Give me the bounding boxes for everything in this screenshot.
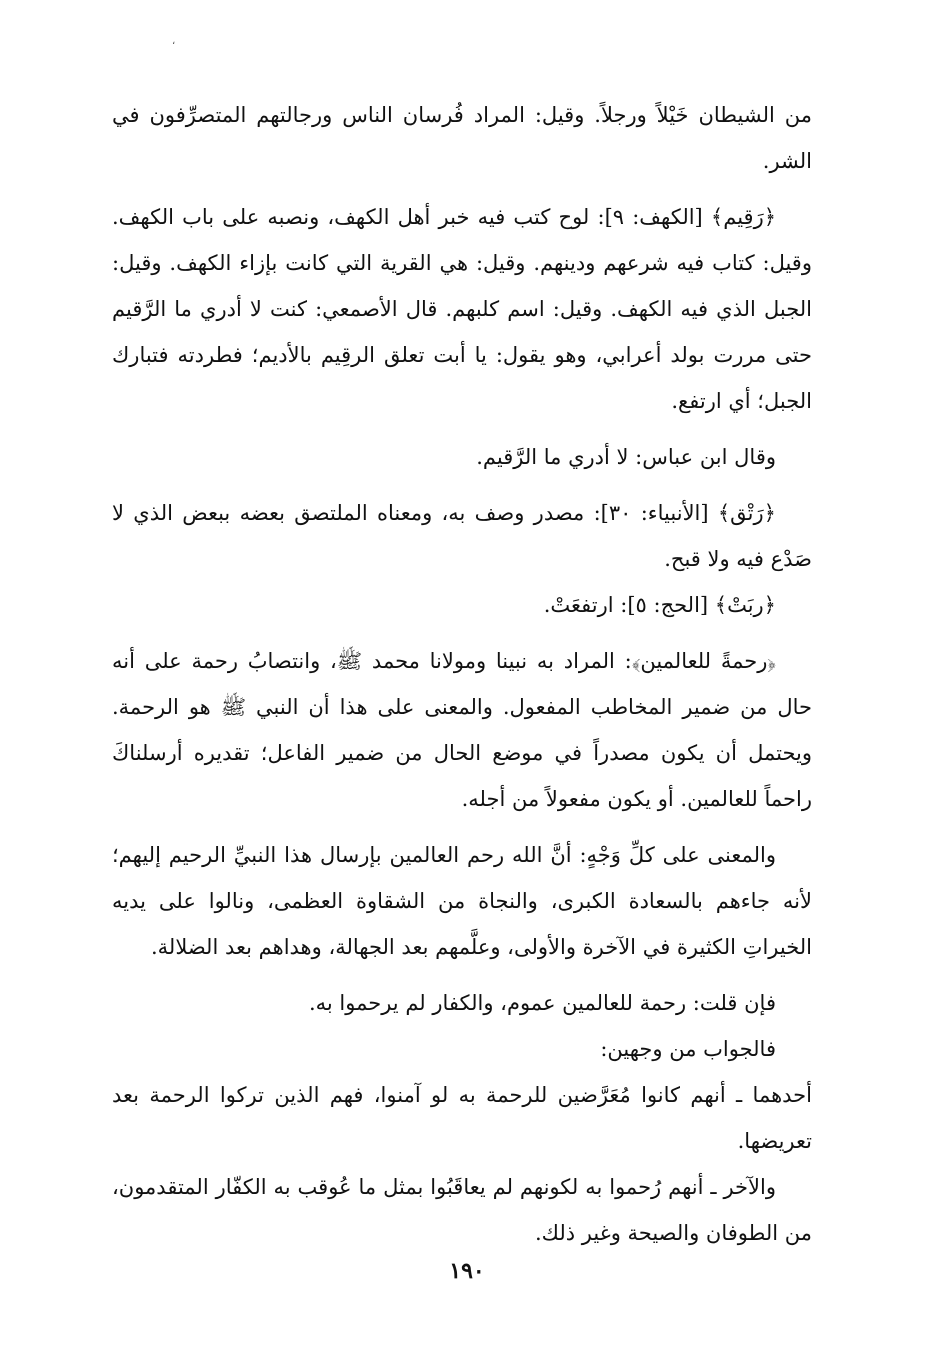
paragraph-ratq: ﴿رَتْق﴾ [الأنبياء: ٣٠]: مصدر وصف به، ومعناه الملتصق بعضه ببعض الذي لا صَدْع فيه ولا قبح.	[112, 501, 812, 571]
paragraph-raqim: ﴿رَقِيم﴾ [الكهف: ٩]: لوح كتب فيه خبر أهل الكهف، ونصبه على باب الكهف. وقيل: كتاب فيه شرعهم ودينهم. وقيل: هي القرية التي كانت بإزاء الكهف. وقيل: الجبل الذي فيه الكهف. وقيل: اسم كلبهم. قال الأصمعي: كنت لا أدري ما الرَّقيم حتى مررت بولد أعرابي، وهو يقول: يا أبت تعلق الرقِيم بالأديم؛ فطردته فتبارك الجبل؛ أي ارتفع.	[112, 205, 812, 413]
page-body	[112, 92, 812, 1256]
page-number: ١٩٠	[449, 1258, 485, 1284]
paragraph-ibn-abbas: وقال ابن عباس: لا أدري ما الرَّقيم.	[476, 445, 776, 469]
corner-mark: ،	[172, 36, 176, 47]
paragraph-answer-second: والآخر ـ أنهم رُحموا به لكونهم لم يعاقَبُوا بمثل ما عُوقب به الكفّار المتقدمون، من الطوفان والصيحة وغير ذلك.	[112, 1175, 812, 1245]
paragraph-meaning: والمعنى على كلِّ وَجْهٍ: أنَّ الله رحم العالمين بإرسال هذا النبيِّ الرحيم إليهم؛ لأنه جاءهم بالسعادة الكبرى، والنجاة من الشقاوة العظمى، ونالوا على يديه الخيراتِ الكثيرة في الآخرة والأولى، وعلَّمهم بعد الجهالة، وهداهم بعد الضلالة.	[112, 843, 812, 959]
paragraph-answer-first: أحدهما ـ أنهم كانوا مُعَرَّضين للرحمة به لو آمنوا، فهم الذين تركوا الرحمة بعد تعريضها.	[112, 1083, 812, 1153]
paragraph-answer-intro: فالجواب من وجهين:	[600, 1037, 776, 1061]
paragraph-1: من الشيطان خَيْلاً ورجلاً. وقيل: المراد فُرسان الناس ورجالتهم المتصرِّفون في الشر.	[112, 103, 812, 173]
paragraph-rabat: ﴿ربَتْ﴾ [الحج: ٥]: ارتفعَتْ.	[543, 593, 776, 617]
paragraph-question: فإن قلت: رحمة للعالمين عموم، والكفار لم يرحموا به.	[308, 991, 776, 1015]
paragraph-rahmah: ﴿رحمةً للعالمين﴾: المراد به نبينا ومولانا محمد ﷺ، وانتصابُ رحمة على أنه حال من ضمير المخاطب المفعول. والمعنى على هذا أن النبي ﷺ هو الرحمة. ويحتمل أن يكون مصدراً في موضع الحال من ضمير الفاعل؛ تقديره أرسلناكَ راحماً للعالمين. أو يكون مفعولاً من أجله.	[112, 649, 812, 811]
